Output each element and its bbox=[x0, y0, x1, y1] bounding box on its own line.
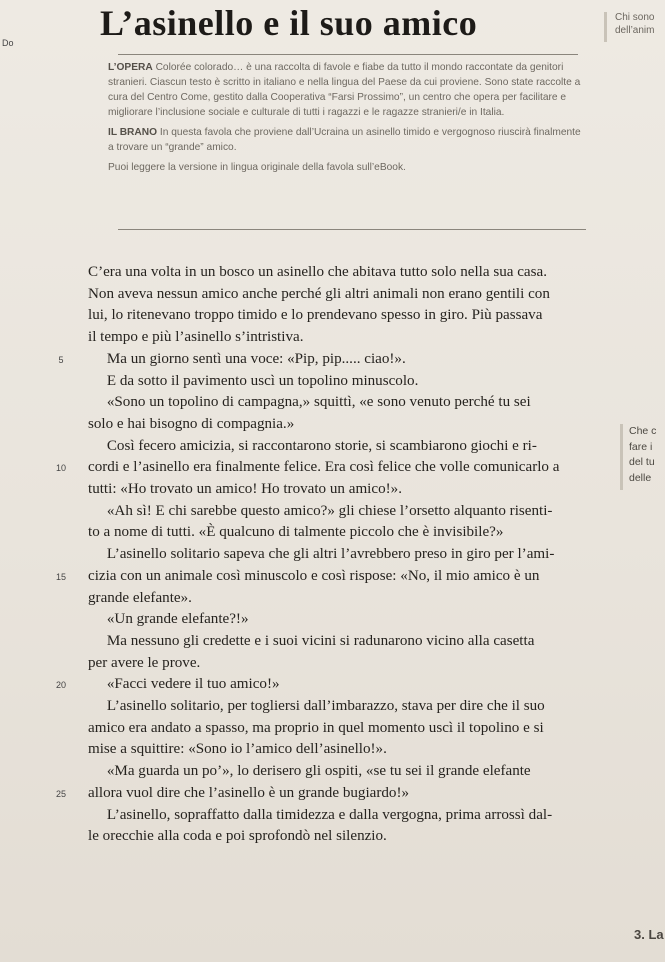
side-question-box bbox=[604, 12, 665, 42]
story-line bbox=[88, 522, 628, 544]
story-line bbox=[88, 631, 628, 653]
intro-opera-text: Colorée colorado… è una raccolta di favole e fiabe da tutto il mondo raccontate da genitori stranieri. Ciascun testo è scritto in italiano e nella lingua del Paese da cui proviene. Sono state raccolte a cura del Centro Come, gestito dalla Cooperativa “Farsi Prossimo”, un centro che opera per facilitare e migliorare l’inclusione sociale e culturale di tutti i ragazzi e le ragazze stranieri/e in Italia. bbox=[108, 62, 581, 118]
margin-note-line: fare i bbox=[629, 440, 653, 453]
intro-opera-label: L’OPERA bbox=[108, 62, 153, 73]
intro-brano-paragraph bbox=[108, 125, 582, 155]
story-line bbox=[88, 761, 628, 783]
story-line bbox=[88, 284, 628, 306]
title-divider bbox=[118, 54, 578, 55]
intro-brano-text: In questa favola che proviene dall’Ucraina un asinello timido e vergognoso riuscirà finalmente a trovare un “grande” amico. bbox=[108, 127, 581, 153]
margin-note-line: delle bbox=[629, 471, 652, 484]
margin-note-line: del tu bbox=[629, 456, 655, 468]
story-line bbox=[88, 609, 628, 631]
story-line-text: Ma un giorno sentì una voce: «Pip, pip..... ciao!». bbox=[88, 350, 406, 367]
story-line bbox=[88, 501, 628, 523]
story-line bbox=[88, 805, 628, 827]
story-line bbox=[58, 349, 628, 371]
story-line bbox=[55, 783, 628, 805]
story-text bbox=[55, 262, 628, 848]
story-line-text: tutti: «Ho trovato un amico! Ho trovato un amico!». bbox=[88, 481, 402, 498]
story-line bbox=[88, 588, 628, 610]
line-number: 20 bbox=[55, 680, 66, 691]
intro-opera-paragraph bbox=[108, 60, 582, 120]
story-line bbox=[88, 327, 628, 349]
side-box-line: dell’anim bbox=[615, 24, 655, 36]
story-line bbox=[88, 414, 628, 436]
story-line bbox=[88, 305, 628, 327]
line-number: 15 bbox=[55, 571, 66, 582]
story-line bbox=[88, 653, 628, 675]
story-line bbox=[88, 544, 628, 566]
line-number: 25 bbox=[55, 788, 66, 799]
story-line-text: cordi e l’asinello era finalmente felice. Era così felice che volle comunicarlo a bbox=[88, 459, 560, 476]
margin-notes-box bbox=[620, 424, 665, 490]
story-line-text: L’asinello solitario, per togliersi dall’imbarazzo, stava per dire che il suo bbox=[88, 698, 545, 715]
story-line bbox=[55, 566, 628, 588]
story-line-text: lui, lo ritenevano troppo timido e lo prendevano spesso in giro. Più passava bbox=[88, 307, 543, 324]
story-line-text: allora vuol dire che l’asinello è un grande bugiardo!» bbox=[88, 784, 410, 801]
story-line-text: grande elefante». bbox=[88, 589, 192, 606]
story-line bbox=[55, 674, 628, 696]
story-line-text: L’asinello solitario sapeva che gli altri l’avrebbero preso in giro per l’ami- bbox=[88, 546, 555, 563]
story-line-text: le orecchie alla coda e poi sprofondò nel silenzio. bbox=[88, 828, 387, 845]
story-line-text: amico era andato a spasso, ma proprio in quel momento uscì il topolino e si bbox=[88, 719, 544, 736]
story-line bbox=[88, 392, 628, 414]
story-line bbox=[88, 262, 628, 284]
story-line-text: «Sono un topolino di campagna,» squittì, «e sono venuto perché tu sei bbox=[88, 394, 531, 411]
page-title: L’asinello e il suo amico bbox=[100, 3, 478, 43]
story-line-text: Ma nessuno gli credette e i suoi vicini si radunarono vicino alla casetta bbox=[88, 632, 535, 649]
story-line-text: mise a squittire: «Sono io l’amico dell’asinello!». bbox=[88, 741, 387, 758]
margin-note-line: Che c bbox=[629, 425, 657, 437]
story-line-text: «Ah sì! E chi sarebbe questo amico?» gli chiese l’orsetto alquanto risenti- bbox=[88, 502, 553, 519]
story-line-text: «Un grande elefante?!» bbox=[88, 611, 249, 628]
next-section-heading: 3. La bbox=[634, 927, 664, 942]
story-line-text: to a nome di tutti. «È qualcuno di talmente piccolo che è invisibile?» bbox=[88, 524, 504, 541]
story-line-text: solo e hai bisogno di compagnia.» bbox=[88, 415, 295, 432]
line-number: 5 bbox=[58, 354, 64, 365]
intro-brano-label: IL BRANO bbox=[108, 127, 158, 138]
story-line-text: «Ma guarda un po’», lo derisero gli ospiti, «se tu sei il grande elefante bbox=[88, 763, 531, 780]
story-line bbox=[88, 479, 628, 501]
story-line bbox=[88, 718, 628, 740]
story-line-text: il tempo e più l’asinello s’intristiva. bbox=[88, 329, 304, 346]
corner-mark: Do bbox=[2, 38, 14, 48]
story-line-text: «Facci vedere il tuo amico!» bbox=[88, 676, 280, 693]
story-line bbox=[88, 739, 628, 761]
story-line-text: per avere le prove. bbox=[88, 654, 201, 671]
intro-section bbox=[108, 60, 582, 180]
intro-ebook-note: Puoi leggere la versione in lingua originale della favola sull’eBook. bbox=[108, 162, 406, 173]
story-line bbox=[88, 696, 628, 718]
story-line-text: Non aveva nessun amico anche perché gli altri animali non erano gentili con bbox=[88, 285, 550, 302]
story-line-text: Così fecero amicizia, si raccontarono storie, si scambiarono giochi e ri- bbox=[88, 437, 537, 454]
story-line bbox=[88, 371, 628, 393]
side-box-line: Chi sono bbox=[615, 12, 655, 23]
intro-divider bbox=[118, 229, 586, 230]
story-line-text: cizia con un animale così minuscolo e così rispose: «No, il mio amico è un bbox=[88, 567, 540, 584]
story-line-text: L’asinello, sopraffatto dalla timidezza e dalla vergogna, prima arrossì dal- bbox=[88, 806, 553, 823]
line-number: 10 bbox=[55, 463, 66, 474]
story-line-text: E da sotto il pavimento uscì un topolino minuscolo. bbox=[88, 372, 419, 389]
story-line-text: C’era una volta in un bosco un asinello che abitava tutto solo nella sua casa. bbox=[88, 264, 547, 280]
story-line bbox=[88, 436, 628, 458]
story-line bbox=[88, 826, 628, 848]
story-line bbox=[55, 457, 628, 479]
